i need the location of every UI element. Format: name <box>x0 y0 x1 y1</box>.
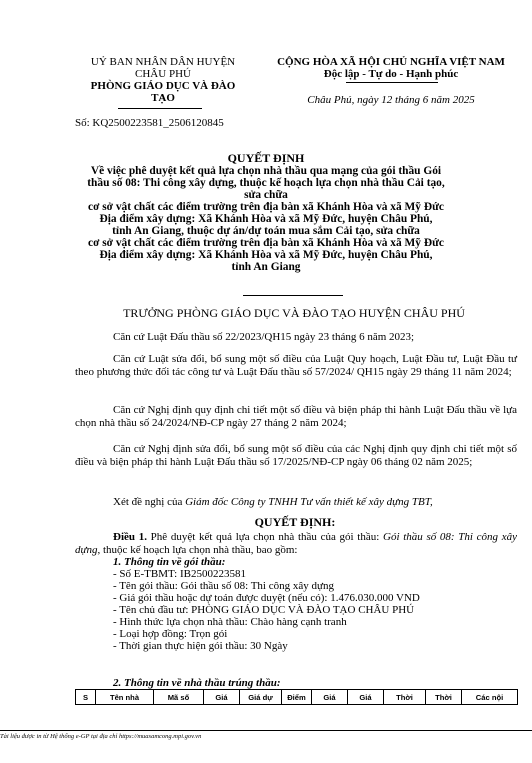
subject-line: Về việc phê duyệt kết quả lựa chọn nhà thầu qua mạng của gói thầu Gói <box>90 165 442 177</box>
subject-line: tỉnh An Giang, thuộc dự án/dự toán mua sắm Cải tạo, sửa chữa <box>112 225 420 237</box>
basis-text: Căn cứ Luật sửa đổi, bổ sung một số điều của Luật Quy hoạch, Luật Đầu tư, Luật Đầu tư theo phương thức đối tác công tư và Luật Đấu thầu số 57/2024/ QH15 ngày 29 tháng 11 năm 2024; <box>75 353 517 378</box>
agency-name-line2: CHÂU PHÚ <box>135 68 191 80</box>
package-info-item: - Số E-TBMT: IB2500223581 <box>113 568 246 580</box>
subject-line: thầu số 08: Thi công xây dựng, thuộc kế hoạch lựa chọn nhà thầu Cải tạo, <box>87 177 445 189</box>
article-1-text: Phê duyệt kết quả lựa chọn nhà thầu của gói thầu: <box>146 531 383 543</box>
article-1-label: Điều 1. <box>113 531 147 543</box>
legal-basis <box>75 353 517 378</box>
basis-text: Căn cứ Luật Đấu thầu số 22/2023/QH15 ngày 23 tháng 6 năm 2023; <box>113 331 415 343</box>
table-header-cell: Giá dự <box>240 690 282 705</box>
package-info-list <box>113 568 420 652</box>
subject-line: cơ sở vật chất các điểm trường trên địa bàn xã Khánh Hòa và xã Mỹ Đức <box>88 201 444 213</box>
subject-line: Địa điểm xây dựng: Xã Khánh Hòa và xã Mỹ Đức, huyện Châu Phú, <box>99 213 433 225</box>
subject-line: sửa chữa <box>244 189 288 201</box>
decision-subject <box>0 165 532 273</box>
package-info-item: - Tên gói thầu: Gói thầu số 08: Thi công xây dựng <box>113 580 334 592</box>
legal-basis <box>75 443 517 468</box>
decides-heading: QUYẾT ĐỊNH: <box>254 515 336 529</box>
package-info-item: - Loại hợp đồng: Trọn gói <box>113 628 228 640</box>
department-name-line2: TẠO <box>151 92 175 104</box>
table-header-cell: Các nội <box>462 690 518 705</box>
table-header-cell: Điểm <box>282 690 312 705</box>
footer-source-note: Tài liệu được in từ Hệ thống e-GP tại địa chỉ https://muasamcong.mpi.gov.vn <box>0 733 202 740</box>
package-name: Gói thầu số 08: Thi công xây dựng <box>75 531 518 556</box>
document-number: Số: KQ2500223581_2506120845 <box>75 117 224 129</box>
package-info-item: - Thời gian thực hiện gói thầu: 30 Ngày <box>113 640 288 652</box>
proposal-line <box>113 496 433 508</box>
table-header-cell: Thời <box>426 690 462 705</box>
table-header-cell: Giá <box>204 690 240 705</box>
agency-block <box>68 56 258 104</box>
basis-text: Căn cứ Nghị định quy định chi tiết một số điều và biện pháp thi hành Luật Đấu thầu về lựa chọn nhà thầu số 24/2024/NĐ-CP ngày 27 tháng 2 năm 2024; <box>75 404 517 429</box>
national-motto: Độc lập - Tự do - Hạnh phúc <box>323 68 459 80</box>
agency-name-line1: UỶ BAN NHÂN DÂN HUYỆN <box>90 56 236 68</box>
article-1-text-end: , thuộc kế hoạch lựa chọn nhà thầu, bao gồm: <box>97 543 298 556</box>
motto-underline <box>346 82 438 83</box>
legal-basis <box>75 404 517 429</box>
footer-rule <box>0 730 532 731</box>
agency-underline <box>118 108 202 109</box>
place-date: Châu Phú, ngày 12 tháng 6 năm 2025 <box>307 94 475 106</box>
subject-line: Địa điểm xây dựng: Xã Khánh Hòa và xã Mỹ Đức, huyện Châu Phú, <box>99 249 433 261</box>
table-header-cell: Thời <box>384 690 426 705</box>
package-info-item: - Giá gói thầu hoặc dự toán được duyệt (nếu có): 1.476.030.000 VND <box>113 592 420 604</box>
nation-title: CỘNG HÒA XÃ HỘI CHỦ NGHĨA VIỆT NAM <box>277 56 505 68</box>
section-1-title: 1. Thông tin về gói thầu: <box>113 556 226 568</box>
section-2-title: 2. Thông tin về nhà thầu trúng thầu: <box>113 677 281 689</box>
winning-contractor-table <box>75 689 518 705</box>
legal-basis <box>75 331 517 344</box>
table-header-row <box>76 690 518 705</box>
subject-line: cơ sở vật chất các điểm trường trên địa bàn xã Khánh Hòa và xã Mỹ Đức <box>88 237 444 249</box>
package-info-item: - Hình thức lựa chọn nhà thầu: Chào hàng cạnh tranh <box>113 616 347 628</box>
table-header-cell: Mã số <box>154 690 204 705</box>
subject-line: tỉnh An Giang <box>231 261 301 273</box>
decision-heading: QUYẾT ĐỊNH <box>227 151 305 165</box>
table-header-cell: Giá <box>348 690 384 705</box>
department-name-line1: PHÒNG GIÁO DỤC VÀ ĐÀO <box>90 80 236 92</box>
subject-underline <box>243 295 343 296</box>
table-header-cell: Tên nhà <box>96 690 154 705</box>
basis-text: Căn cứ Nghị định sửa đổi, bổ sung một số điều của các Nghị định quy định chi tiết một số điều và biện pháp thi hành Luật Đấu thầu số 17/2025/NĐ-CP ngày 06 tháng 02 năm 2025; <box>75 443 517 468</box>
proposal-prefix: Xét đề nghị của <box>113 496 186 508</box>
proposer-name: Giám đốc Công ty TNHH Tư vấn thiết kế xây dựng TBT, <box>185 496 433 508</box>
article-1-intro <box>75 531 517 556</box>
issuing-authority: TRƯỞNG PHÒNG GIÁO DỤC VÀ ĐÀO TẠO HUYỆN CHÂU PHÚ <box>123 306 465 320</box>
package-info-item: - Tên chủ đầu tư: PHÒNG GIÁO DỤC VÀ ĐÀO TẠO CHÂU PHÚ <box>113 604 415 616</box>
table-header-cell: Giá <box>312 690 348 705</box>
table-header-cell: S <box>76 690 96 705</box>
